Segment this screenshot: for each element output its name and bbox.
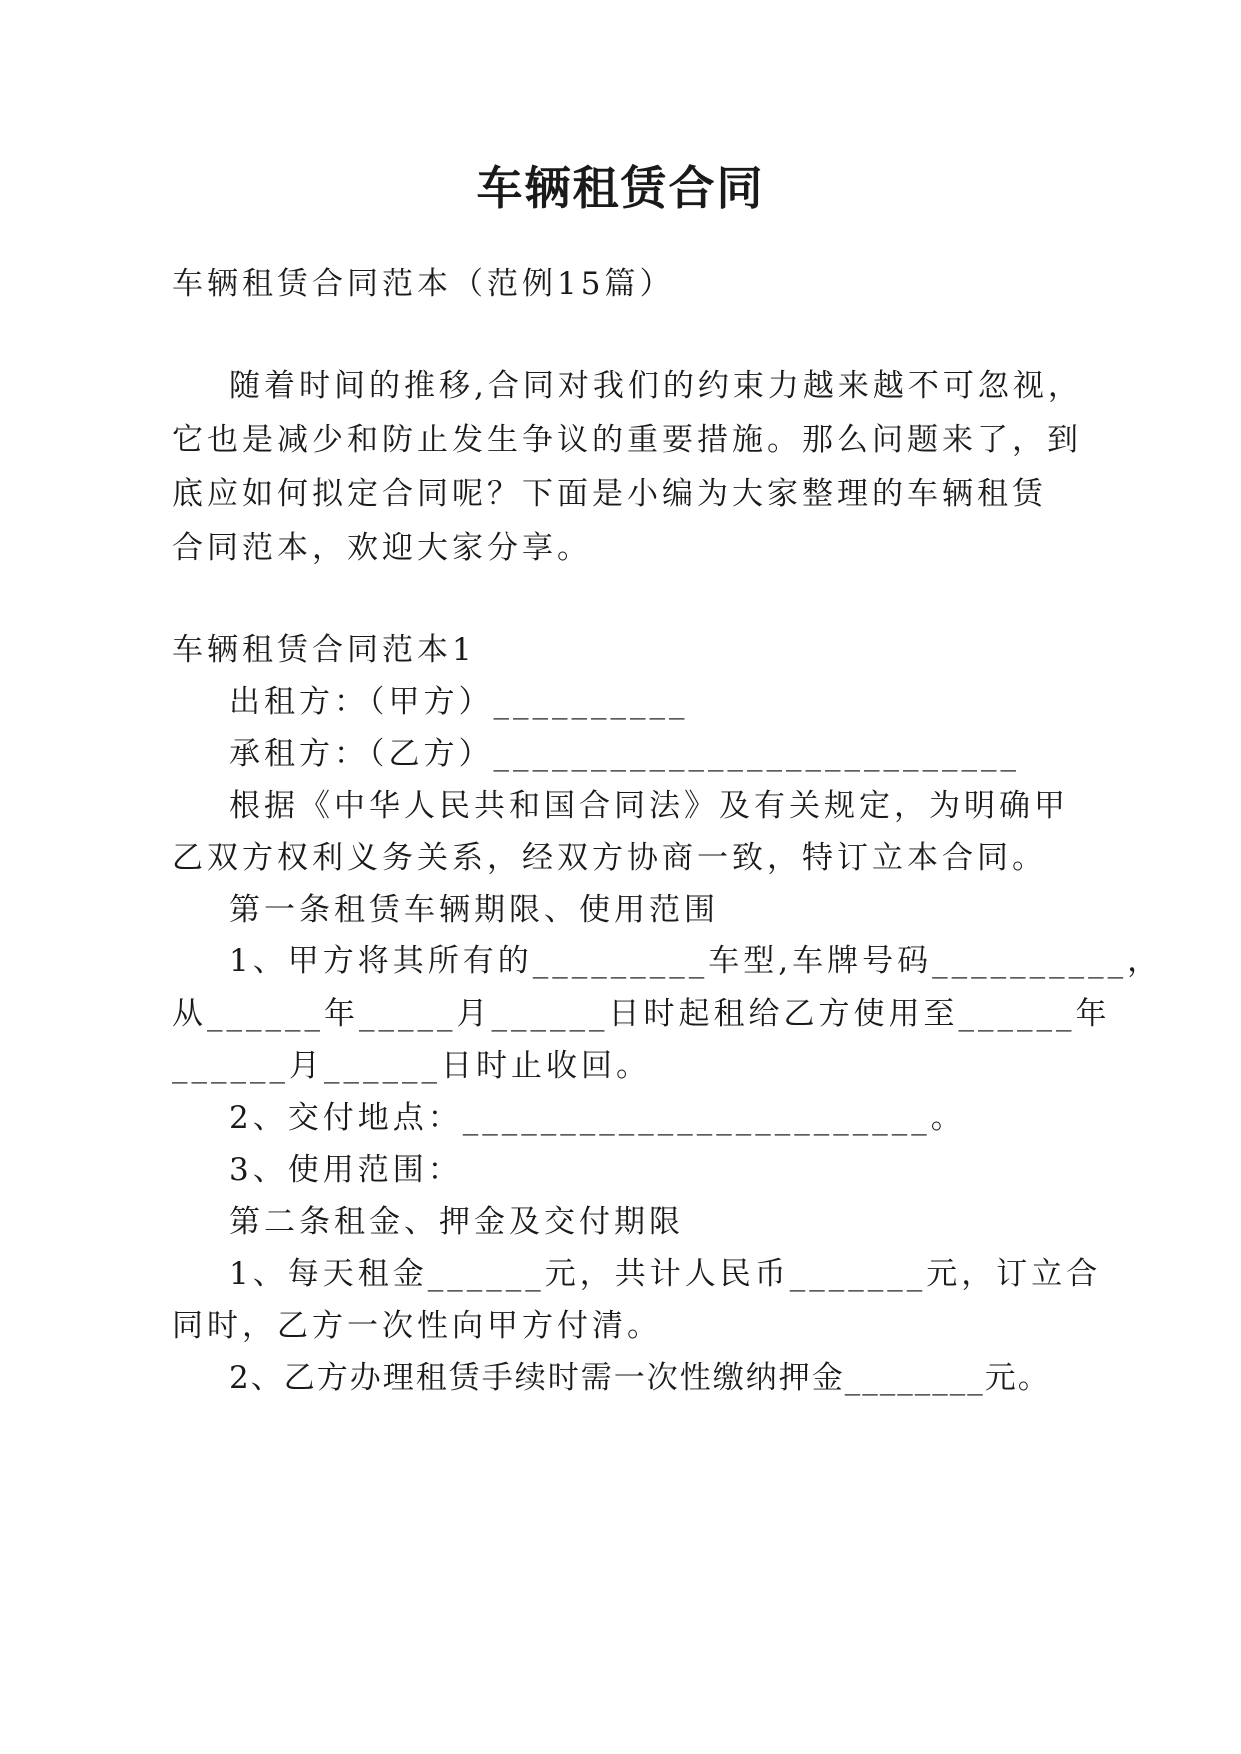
lessor-line: 出租方：（甲方）__________ [229,684,689,720]
article1-item3: 3、使用范围： [229,1152,463,1188]
lessee-line: 承租方：（乙方）___________________________ [229,736,1020,772]
article2-item1-line: 同时，乙方一次性向甲方付清。 [172,1308,662,1344]
document-title: 车辆租赁合同 [476,161,765,215]
intro-line: 底应如何拟定合同呢？下面是小编为大家整理的车辆租赁 [172,476,1047,512]
document-subtitle: 车辆租赁合同范本（范例15篇） [172,266,675,302]
article1-item1-line: 1、甲方将其所有的_________车型,车牌号码__________， [229,943,1163,979]
article2-heading: 第二条租金、押金及交付期限 [229,1204,684,1240]
article2-item2: 2、乙方办理租赁手续时需一次性缴纳押金________元。 [229,1360,1051,1396]
sample-heading: 车辆租赁合同范本1 [172,632,476,668]
article1-item2: 2、交付地点：________________________。 [229,1100,966,1136]
article1-item1-line: 从______年_____月______日时起租给乙方使用至______年 [172,996,1111,1032]
intro-line: 它也是减少和防止发生争议的重要措施。那么问题来了，到 [172,422,1082,458]
article2-item1-line: 1、每天租金______元，共计人民币_______元，订立合 [229,1256,1102,1292]
intro-line: 合同范本，欢迎大家分享。 [172,530,592,566]
article1-heading: 第一条租赁车辆期限、使用范围 [229,892,719,928]
intro-line: 随着时间的推移,合同对我们的约束力越来越不可忽视， [229,368,1083,404]
article1-item1-line: ______月______日时止收回。 [172,1048,651,1084]
basis-line: 根据《中华人民共和国合同法》及有关规定，为明确甲 [229,788,1069,824]
basis-line: 乙双方权利义务关系，经双方协商一致，特订立本合同。 [172,840,1047,876]
